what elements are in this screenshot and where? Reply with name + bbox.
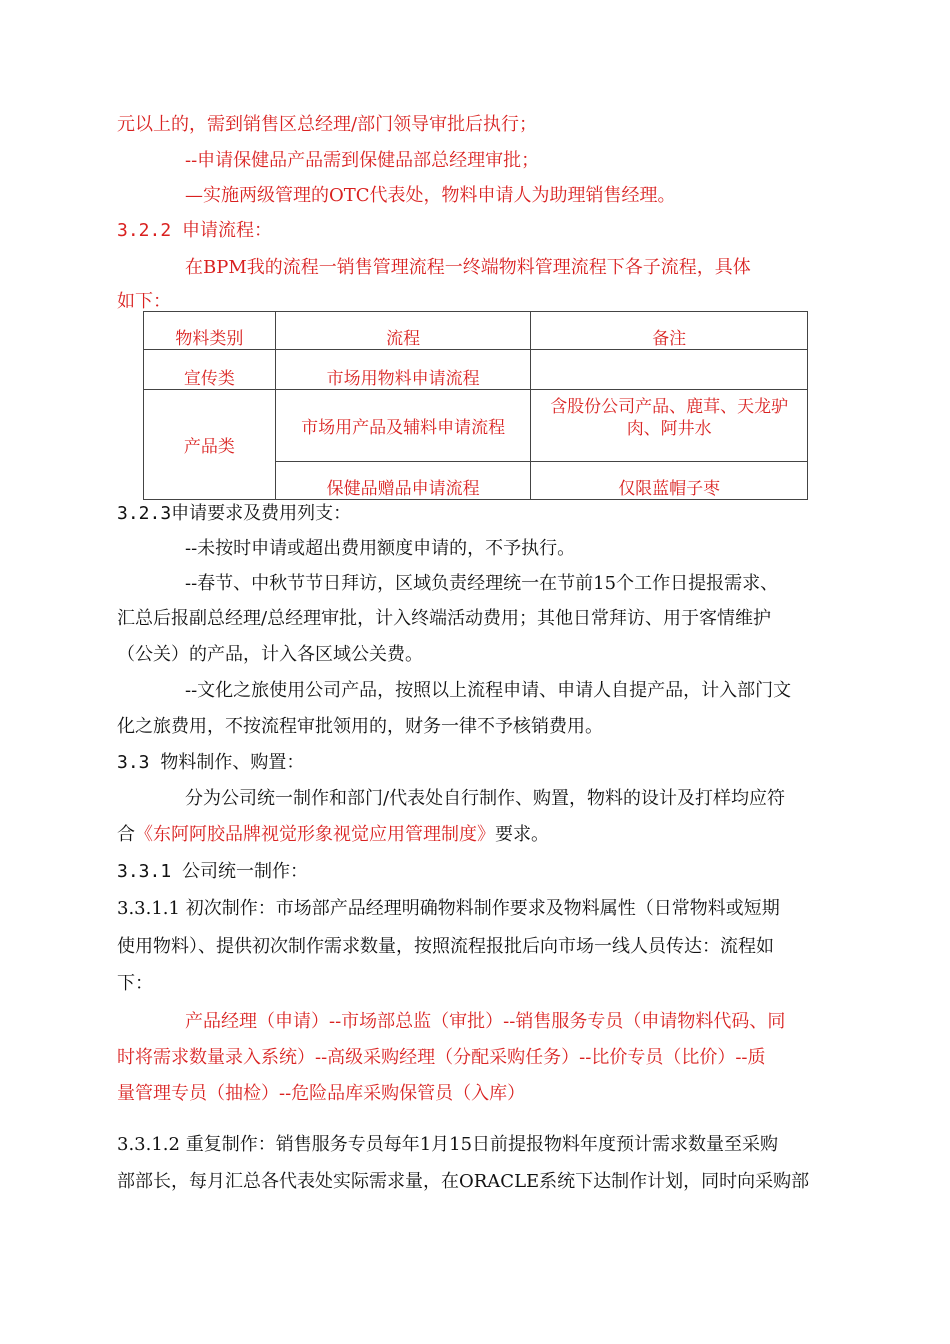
table-cell-note: 仅限蓝帽子枣 [531, 462, 808, 500]
paragraph-initial-production-1: 3.3.1.1 初次制作：市场部产品经理明确物料制作要求及物料属性（日常物料或短期 [117, 898, 780, 919]
table-row [144, 390, 808, 462]
paragraph-repeat-production-1: 3.3.1.2 重复制作：销售服务专员每年1月15日前提报物料年度预计需求数量至采购 [117, 1134, 779, 1155]
table-header-process: 流程 [275, 312, 531, 350]
table-cell-process: 市场用物料申请流程 [275, 350, 531, 390]
table-row [144, 350, 808, 390]
paragraph-initial-production-2: 使用物料）、提供初次制作需求数量，按照流程报批后向市场一线人员传达：流程如 [117, 936, 774, 957]
paragraph-bpm-flow-1: 在BPM我的流程一销售管理流程一终端物料管理流程下各子流程，具体 [185, 257, 751, 278]
table-header-category: 物料类别 [144, 312, 276, 350]
paragraph-production-types-2 [117, 823, 549, 847]
paragraph-bpm-flow-2: 如下： [117, 291, 171, 312]
paragraph-health-product-approval: --申请保健品产品需到保健品部总经理审批； [185, 150, 540, 171]
heading-3-3-1: 3.3.1 公司统一制作： [117, 861, 309, 882]
paragraph-festival-visit-3: （公关）的产品，计入各区域公关费。 [117, 644, 423, 665]
table-cell-process: 保健品赠品申请流程 [275, 462, 531, 500]
text-segment: 要求。 [495, 824, 549, 845]
table-cell-note [531, 390, 808, 462]
paragraph-festival-visit-1: --春节、中秋节节日拜访，区域负责经理统一在节前15个工作日提报需求、 [185, 573, 779, 594]
paragraph-initial-production-3: 下： [117, 973, 153, 994]
table-cell-note-text: 含股份公司产品、鹿茸、天龙驴肉、阿井水 [550, 397, 789, 439]
table-cell-category: 宣传类 [144, 350, 276, 390]
paragraph-approval-threshold: 元以上的，需到销售区总经理/部门领导审批后执行； [117, 114, 538, 135]
table-cell-process: 市场用产品及辅料申请流程 [275, 390, 531, 462]
table-cell-note [531, 350, 808, 390]
text-segment: 合 [117, 824, 135, 845]
heading-3-3: 3.3 物料制作、购置： [117, 752, 305, 773]
paragraph-culture-trip-1: --文化之旅使用公司产品，按照以上流程申请、申请人自提产品，计入部门文 [185, 680, 792, 701]
heading-3-2-2: 3.2.2 申请流程： [117, 220, 273, 241]
table-cell-category: 产品类 [144, 390, 276, 500]
paragraph-culture-trip-2: 化之旅费用，不按流程审批领用的，财务一律不予核销费用。 [117, 716, 603, 737]
table-header-row [144, 312, 808, 350]
paragraph-festival-visit-2: 汇总后报副总经理/总经理审批，计入终端活动费用；其他日常拜访、用于客情维护 [117, 608, 772, 629]
paragraph-flow-steps-1: 产品经理（申请）--市场部总监（审批）--销售服务专员（申请物料代码、同 [185, 1011, 786, 1032]
material-process-table [143, 311, 808, 500]
paragraph-late-application: --未按时申请或超出费用额度申请的，不予执行。 [185, 538, 576, 559]
paragraph-flow-steps-2: 时将需求数量录入系统）--高级采购经理（分配采购任务）--比价专员（比价）--质 [117, 1047, 766, 1068]
paragraph-otc-applicant: —实施两级管理的OTC代表处，物料申请人为助理销售经理。 [185, 185, 676, 206]
table-header-note: 备注 [531, 312, 808, 350]
heading-3-2-3: 3.2.3申请要求及费用列支： [117, 503, 352, 524]
policy-title-reference: 《东阿阿胶品牌视觉形象视觉应用管理制度》 [135, 824, 495, 845]
paragraph-flow-steps-3: 量管理专员（抽检）--危险品库采购保管员（入库） [117, 1083, 526, 1104]
paragraph-production-types-1: 分为公司统一制作和部门/代表处自行制作、购置，物料的设计及打样均应符 [185, 788, 786, 809]
paragraph-repeat-production-2: 部部长，每月汇总各代表处实际需求量，在ORACLE系统下达制作计划，同时向采购部 [117, 1171, 810, 1192]
